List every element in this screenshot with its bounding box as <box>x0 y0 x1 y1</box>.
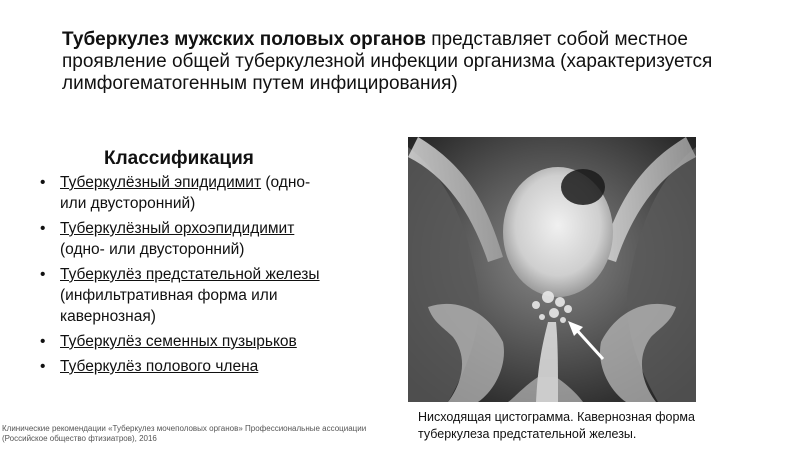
bullet-icon: • <box>40 333 46 350</box>
list-item-term: Туберкулёз семенных пузырьков <box>60 333 297 350</box>
list-item-note: (одно- или двусторонний) <box>60 174 311 212</box>
list-item <box>38 356 330 377</box>
bullet-icon: • <box>40 220 46 237</box>
list-item-note: (инфильтративная форма или кавернозная) <box>60 287 278 325</box>
list-item <box>38 331 330 352</box>
list-item-note: (одно- или двусторонний) <box>60 241 245 258</box>
classification-heading: Классификация <box>104 148 254 169</box>
bullet-icon: • <box>40 358 46 375</box>
list-item <box>38 172 330 214</box>
source-footnote: Клинические рекомендации «Туберкулез мочеполовых органов» Профессиональные ассоциации (Российское общество фтизиатров), 2016 <box>2 424 367 443</box>
xray-illustration <box>408 137 696 402</box>
cystogram-image <box>408 137 696 402</box>
list-item <box>38 218 330 260</box>
list-item <box>38 264 330 327</box>
list-item-term: Туберкулёзный орхоэпидидимит <box>60 220 295 237</box>
title-bold: Туберкулез мужских половых органов <box>62 29 426 50</box>
list-item-term: Туберкулёз полового члена <box>60 358 259 375</box>
list-item-term: Туберкулёз предстательной железы <box>60 266 320 283</box>
slide-title <box>62 29 742 95</box>
bullet-icon: • <box>40 266 46 283</box>
image-caption: Нисходящая цистограмма. Кавернозная форма туберкулеза предстательной железы. <box>418 410 695 441</box>
title-rest: представляет собой местное проявление общей туберкулезной инфекции организма (характеризуется лимфогематогенным путем инфицирования) <box>62 29 713 94</box>
classification-list <box>38 172 330 381</box>
bullet-icon: • <box>40 174 46 191</box>
list-item-term: Туберкулёзный эпидидимит <box>60 174 262 191</box>
